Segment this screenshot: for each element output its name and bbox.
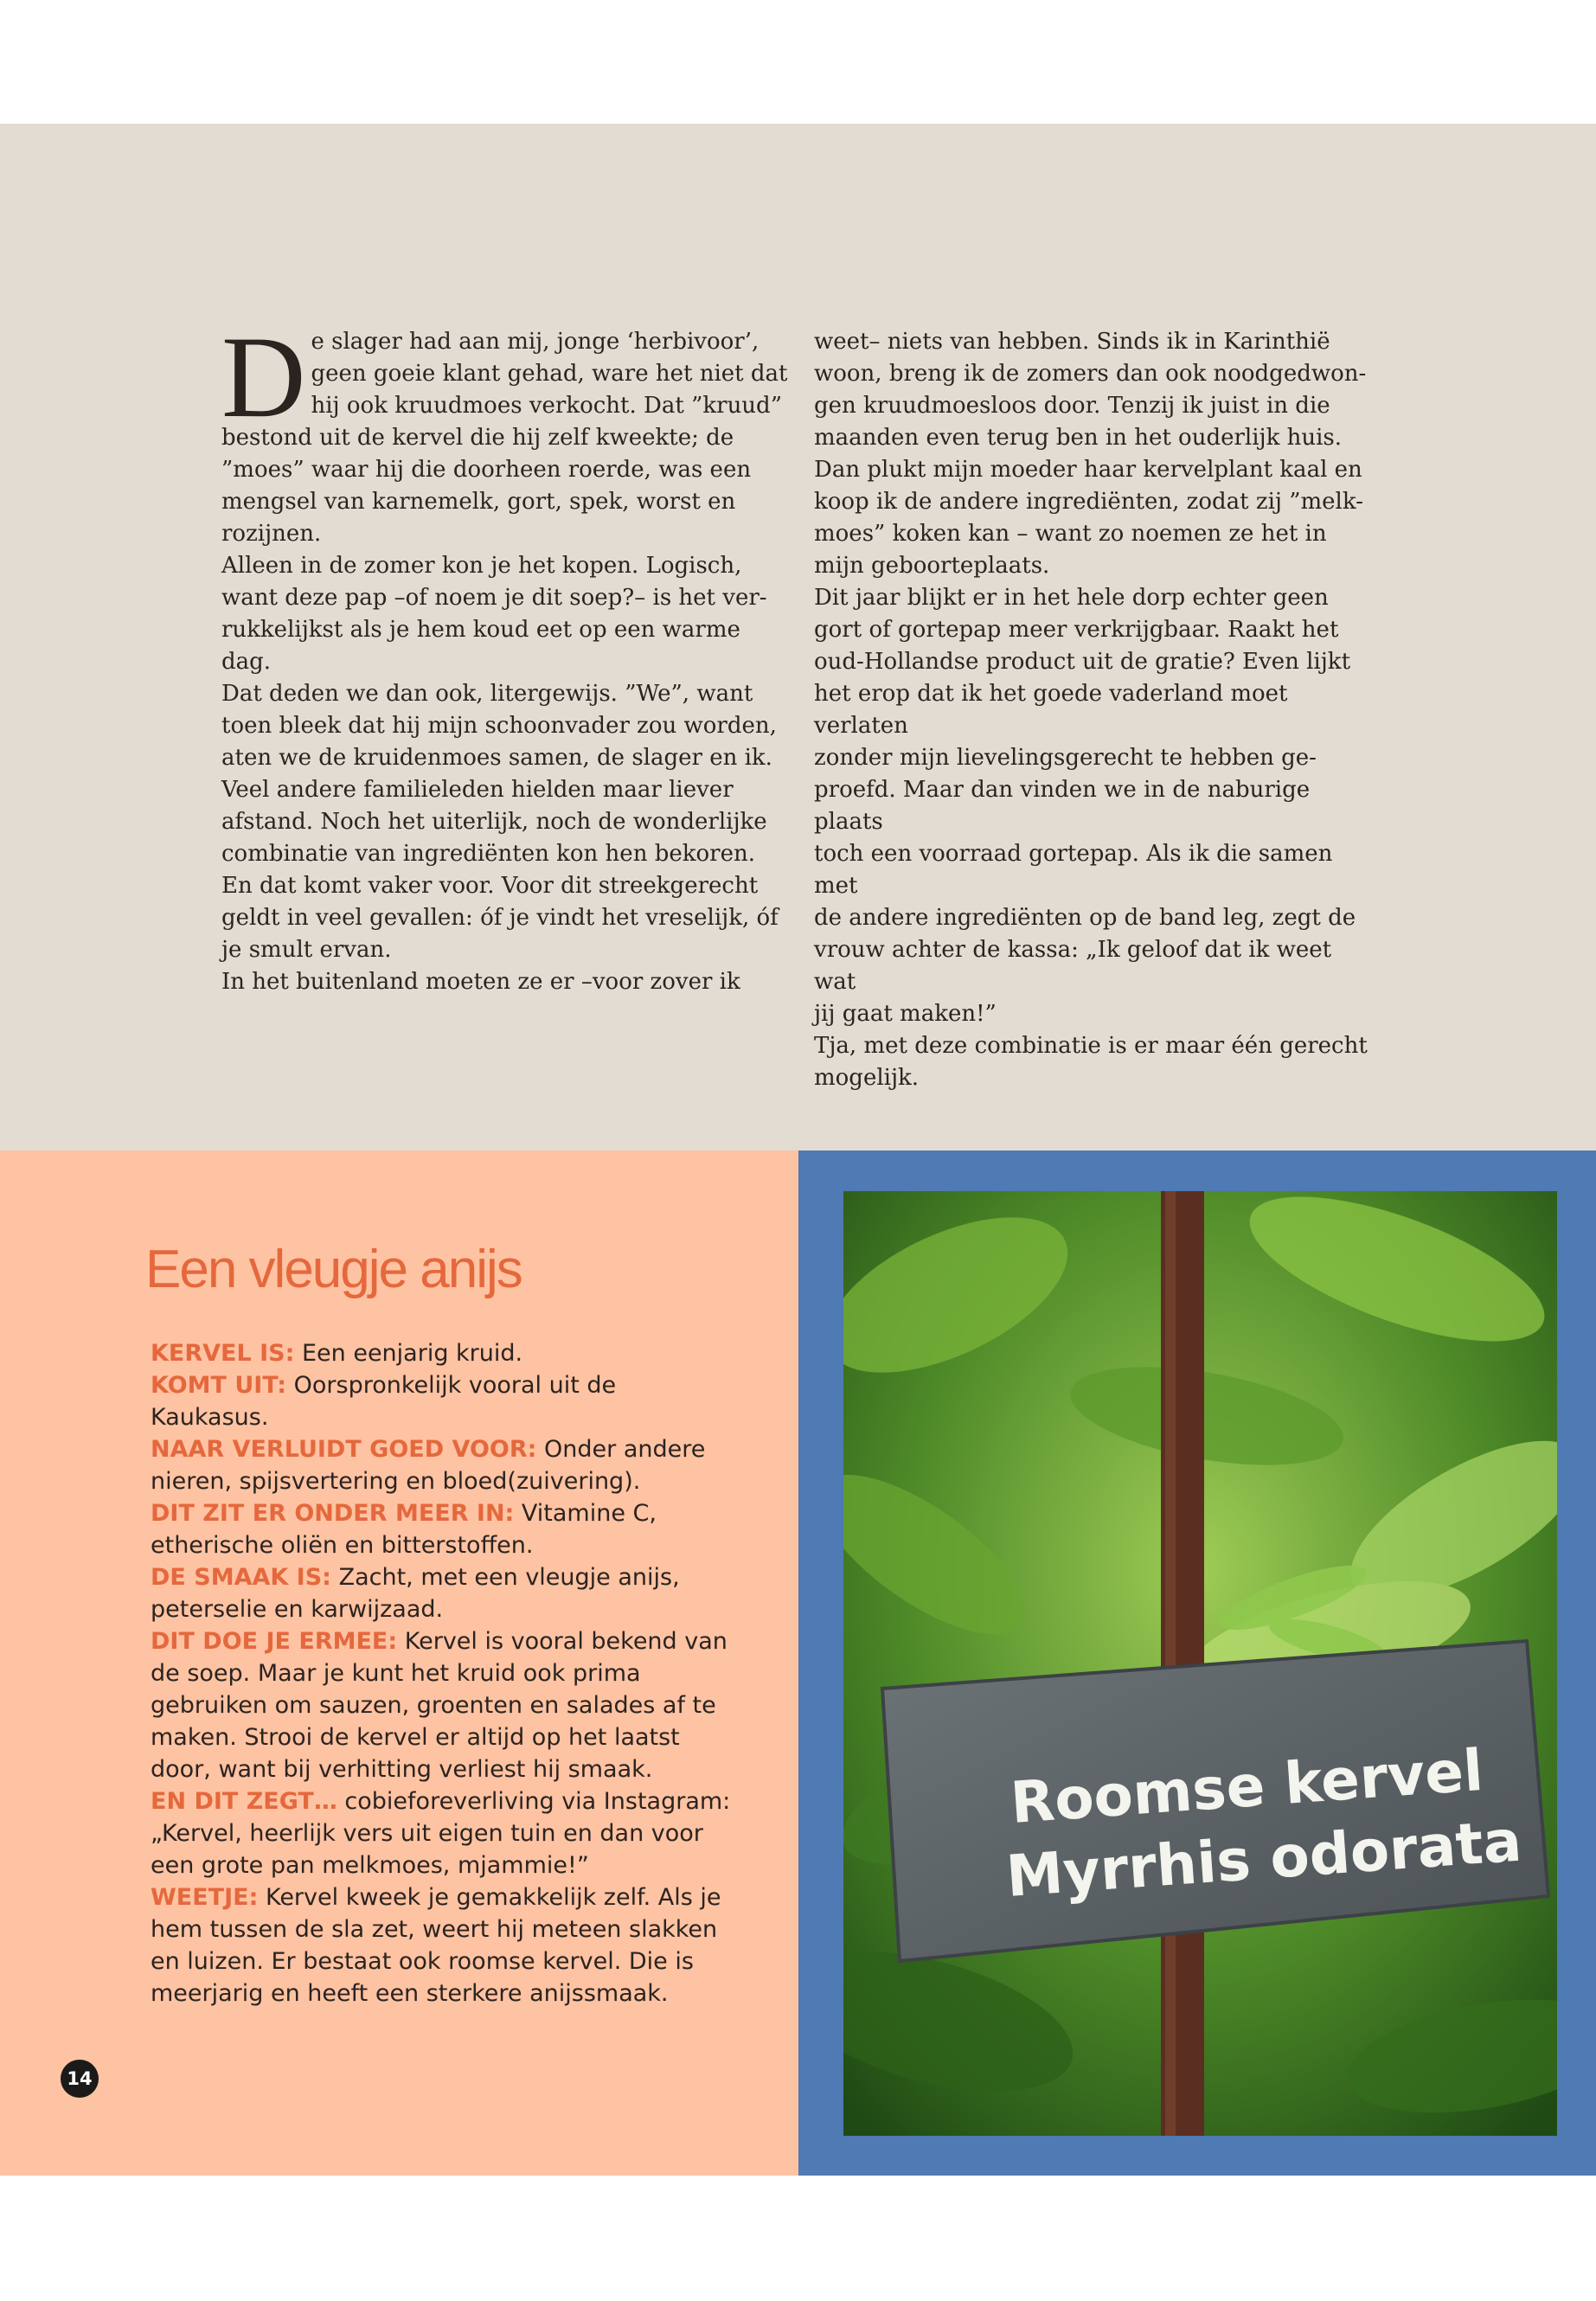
fact-label: DIT DOE JE ERMEE: [151,1628,398,1655]
fact-item [151,1561,739,1625]
fact-item [151,1433,739,1497]
fact-item [151,1785,739,1881]
fact-label: WEETJE: [151,1884,259,1911]
fact-label: DIT ZIT ER ONDER MEER IN: [151,1500,515,1527]
sign-line-2: Myrrhis odorata [1003,1807,1524,1910]
sign-line-1: Roomse kervel [1008,1736,1485,1836]
sidebar-title: Een vleugje anijs [145,1240,522,1299]
article-left-text: e slager had aan mij, jonge ‘herbivoor’, geen goeie klant gehad, ware het niet dat hij ook kruudmoes verkocht. Dat ”kruud” bestond uit de kervel die hij zelf kweekte; de ”moes” waar hij die doorheen roerde, was een mengsel van karnemelk, gort, spek, worst en rozijnen. Alleen in de zomer kon je het kopen. Logisch, want deze pap –of noem je dit soep?– is het ver- rukkelijkst als je hem koud eet op een warme dag. Dat deden we dan ook, litergewijs. ”We”, want toen bleek dat hij mijn schoonvader zou worden, aten we de kruidenmoes samen, de slager en ik. Veel andere familieleden hielden maar liever afstand. Noch het uiterlijk, noch de wonderlijke combinatie van ingrediënten kon hen bekoren. En dat komt vaker voor. Voor dit streekgerecht geldt in veel gevallen: óf je vindt het vreselijk, óf je smult ervan. In het buitenland moeten ze er –voor zover ik [221,329,788,995]
fact-label: NAAR VERLUIDT GOED VOOR: [151,1436,537,1463]
fact-label: EN DIT ZEGT… [151,1788,337,1815]
page-number: 14 [61,2060,99,2098]
fact-text: Zacht, met een vleugje anijs, peterselie en karwijzaad. [151,1564,680,1623]
fact-label: DE SMAAK IS: [151,1564,331,1591]
article-column-right: weet– niets van hebben. Sinds ik in Karinthië woon, breng ik de zomers dan ook noodgedwon- gen kruudmoesloos door. Tenzij ik juist in die maanden even terug ben in het ouderlijk huis. Dan plukt mijn moeder haar kervelplant kaal en koop ik de andere ingrediënten, zodat zij ”melk- moes” koken kan – want zo noemen ze het in mijn geboorteplaats. Dit jaar blijkt er in het hele dorp echter geen gort of gortepap meer verkrijgbaar. Raakt het oud-Hollandse product uit de gratie? Even lijkt het erop dat ik het goede vaderland moet verlaten zonder mijn lievelingsgerecht te hebben ge- proefd. Maar dan vinden we in de naburige plaats toch een voorraad gortepap. Als ik die samen met de andere ingrediënten op de band leg, zegt de vrouw achter de kassa: „Ik geloof dat ik weet wat jij gaat maken!” Tja, met deze combinatie is er maar één gerecht mogelijk. [814,329,1368,1091]
fact-text: Kervel is vooral bekend van de soep. Maar je kunt het kruid ook prima gebruiken om sauzen, groenten en salades af te maken. Strooi de kervel er altijd op het laatst door, want bij verhitting verliest hij smaak. [151,1628,727,1783]
fact-text: Een eenjarig kruid. [294,1340,523,1367]
chervil-sign-photo [843,1191,1557,2136]
facts-list [151,1337,739,2009]
fact-label: KOMT UIT: [151,1372,287,1399]
fact-text: Vitamine C, etherische oliën en bitterstoffen. [151,1500,657,1559]
fact-item [151,1881,739,2009]
fact-text: Kervel kweek je gemakkelijk zelf. Als je hem tussen de sla zet, weert hij meteen slakken en luizen. Er bestaat ook roomse kervel. Die is meerjarig en heeft een sterkere anijssmaak. [151,1884,721,2007]
fact-item [151,1337,739,1369]
fact-item [151,1625,739,1785]
fact-text: Oorspronkelijk vooral uit de Kaukasus. [151,1372,617,1431]
fact-item [151,1497,739,1561]
fact-item [151,1369,739,1433]
fact-text: cobieforeverliving via Instagram: „Kervel, heerlijk vers uit eigen tuin en dan voor een grote pan melkmoes, mjammie!” [151,1788,731,1879]
drop-cap: D [221,313,306,442]
fact-text: Onder andere nieren, spijsvertering en bloed(zuivering). [151,1436,706,1495]
fact-label: KERVEL IS: [151,1340,295,1367]
article-column-left [221,313,792,998]
